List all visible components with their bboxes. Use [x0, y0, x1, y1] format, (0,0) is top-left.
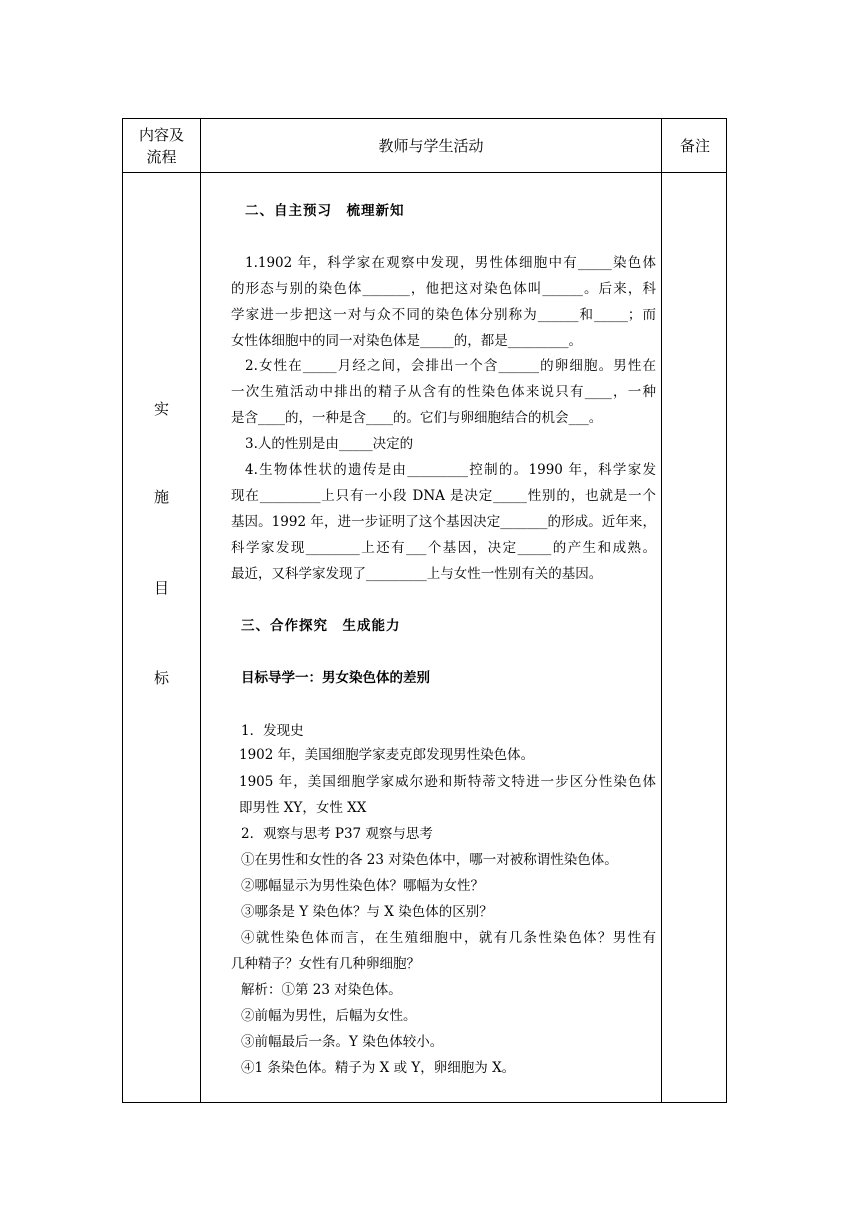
p2-line-3: 是含____的，一种是含____的。它们与卵细胞结合的机会___。 — [231, 410, 603, 426]
p1-line-3: 学家进一步把这一对与众不同的染色体分别称为______和_____；而 — [231, 307, 656, 323]
p4-line-4: 科学家发现________上还有___个基因，决定_____的产生和成熟。 — [231, 540, 656, 556]
header-content-flow-line1: 内容及 — [138, 125, 184, 144]
label-char-1: 实 — [153, 400, 169, 418]
p2-line-1: 2.女性在_____月经之间，会排出一个含______的卵细胞。男性在 — [245, 358, 656, 374]
lesson-table — [122, 118, 727, 1103]
p1-line-1: 1.1902 年，科学家在观察中发现，男性体细胞中有_____染色体 — [245, 255, 656, 271]
goal-1-title: 目标导学一：男女染色体的差别 — [241, 670, 430, 686]
header-content-flow — [123, 119, 200, 172]
label-char-2: 施 — [153, 488, 169, 506]
label-char-3: 目 — [153, 579, 169, 597]
implementation-goal-label — [123, 172, 200, 1102]
p4-line-5: 最近，又科学家发现了_________上与女性一性别有关的基因。 — [231, 566, 603, 582]
p2-line-2: 一次生殖活动中排出的精子从含有的性染色体来说只有____，一种 — [231, 384, 656, 400]
question-3: ③哪条是 Y 染色体？与 X 染色体的区别？ — [241, 904, 493, 920]
answer-2: ②前幅为男性，后幅为女性。 — [241, 1008, 417, 1024]
column-divider-2 — [661, 119, 662, 1102]
p3: 3.人的性别是由_____决定的 — [245, 436, 414, 452]
header-content-flow-line2: 流程 — [146, 147, 177, 166]
answer-1: 解析：①第 23 对染色体。 — [241, 982, 402, 998]
answer-4: ④1 条染色体。精子为 X 或 Y，卵细胞为 X。 — [241, 1060, 516, 1076]
question-1: ①在男性和女性的各 23 对染色体中，哪一对被称谓性染色体。 — [241, 852, 618, 868]
history-1902: 1902 年，美国细胞学家麦克郎发现男性染色体。 — [239, 747, 535, 763]
header-remarks: 备注 — [679, 136, 710, 155]
question-2: ②哪幅显示为男性染色体？哪幅为女性？ — [241, 878, 484, 894]
subsection-2-title: 2．观察与思考 P37 观察与思考 — [241, 826, 433, 842]
column-divider-1 — [200, 119, 201, 1102]
section-2-title: 二、自主预习 梳理新知 — [245, 203, 405, 219]
p1-line-4: 女性体细胞中的同一对染色体是_____的，都是_________。 — [231, 333, 582, 349]
history-1905-line-2: 即男性 XY，女性 XX — [239, 800, 367, 816]
p4-line-1: 4.生物体性状的遗传是由_________控制的。1990 年，科学家发 — [245, 462, 656, 478]
history-1905-line-1: 1905 年，美国细胞学家威尔逊和斯特蒂文特进一步区分性染色体 — [239, 774, 656, 790]
question-4-line-2: 几种精子？女性有几种卵细胞？ — [231, 956, 420, 972]
answer-3: ③前幅最后一条。Y 染色体较小。 — [241, 1034, 444, 1050]
p4-line-3: 基因。1992 年，进一步证明了这个基因决定_______的形成。近年来， — [231, 514, 656, 530]
section-3-title: 三、合作探究 生成能力 — [241, 618, 401, 634]
label-char-4: 标 — [153, 669, 169, 687]
question-4-line-1: ④就性染色体而言，在生殖细胞中，就有几条性染色体？男性有 — [241, 930, 656, 946]
header-teacher-student-activity: 教师与学生活动 — [378, 136, 484, 155]
subsection-1-title: 1．发现史 — [241, 723, 304, 739]
header-divider — [123, 172, 726, 173]
p4-line-2: 现在_________上只有一小段 DNA 是决定_____性别的，也就是一个 — [231, 488, 656, 504]
p1-line-2: 的形态与别的染色体_______，他把这对染色体叫______。后来，科 — [231, 281, 656, 297]
